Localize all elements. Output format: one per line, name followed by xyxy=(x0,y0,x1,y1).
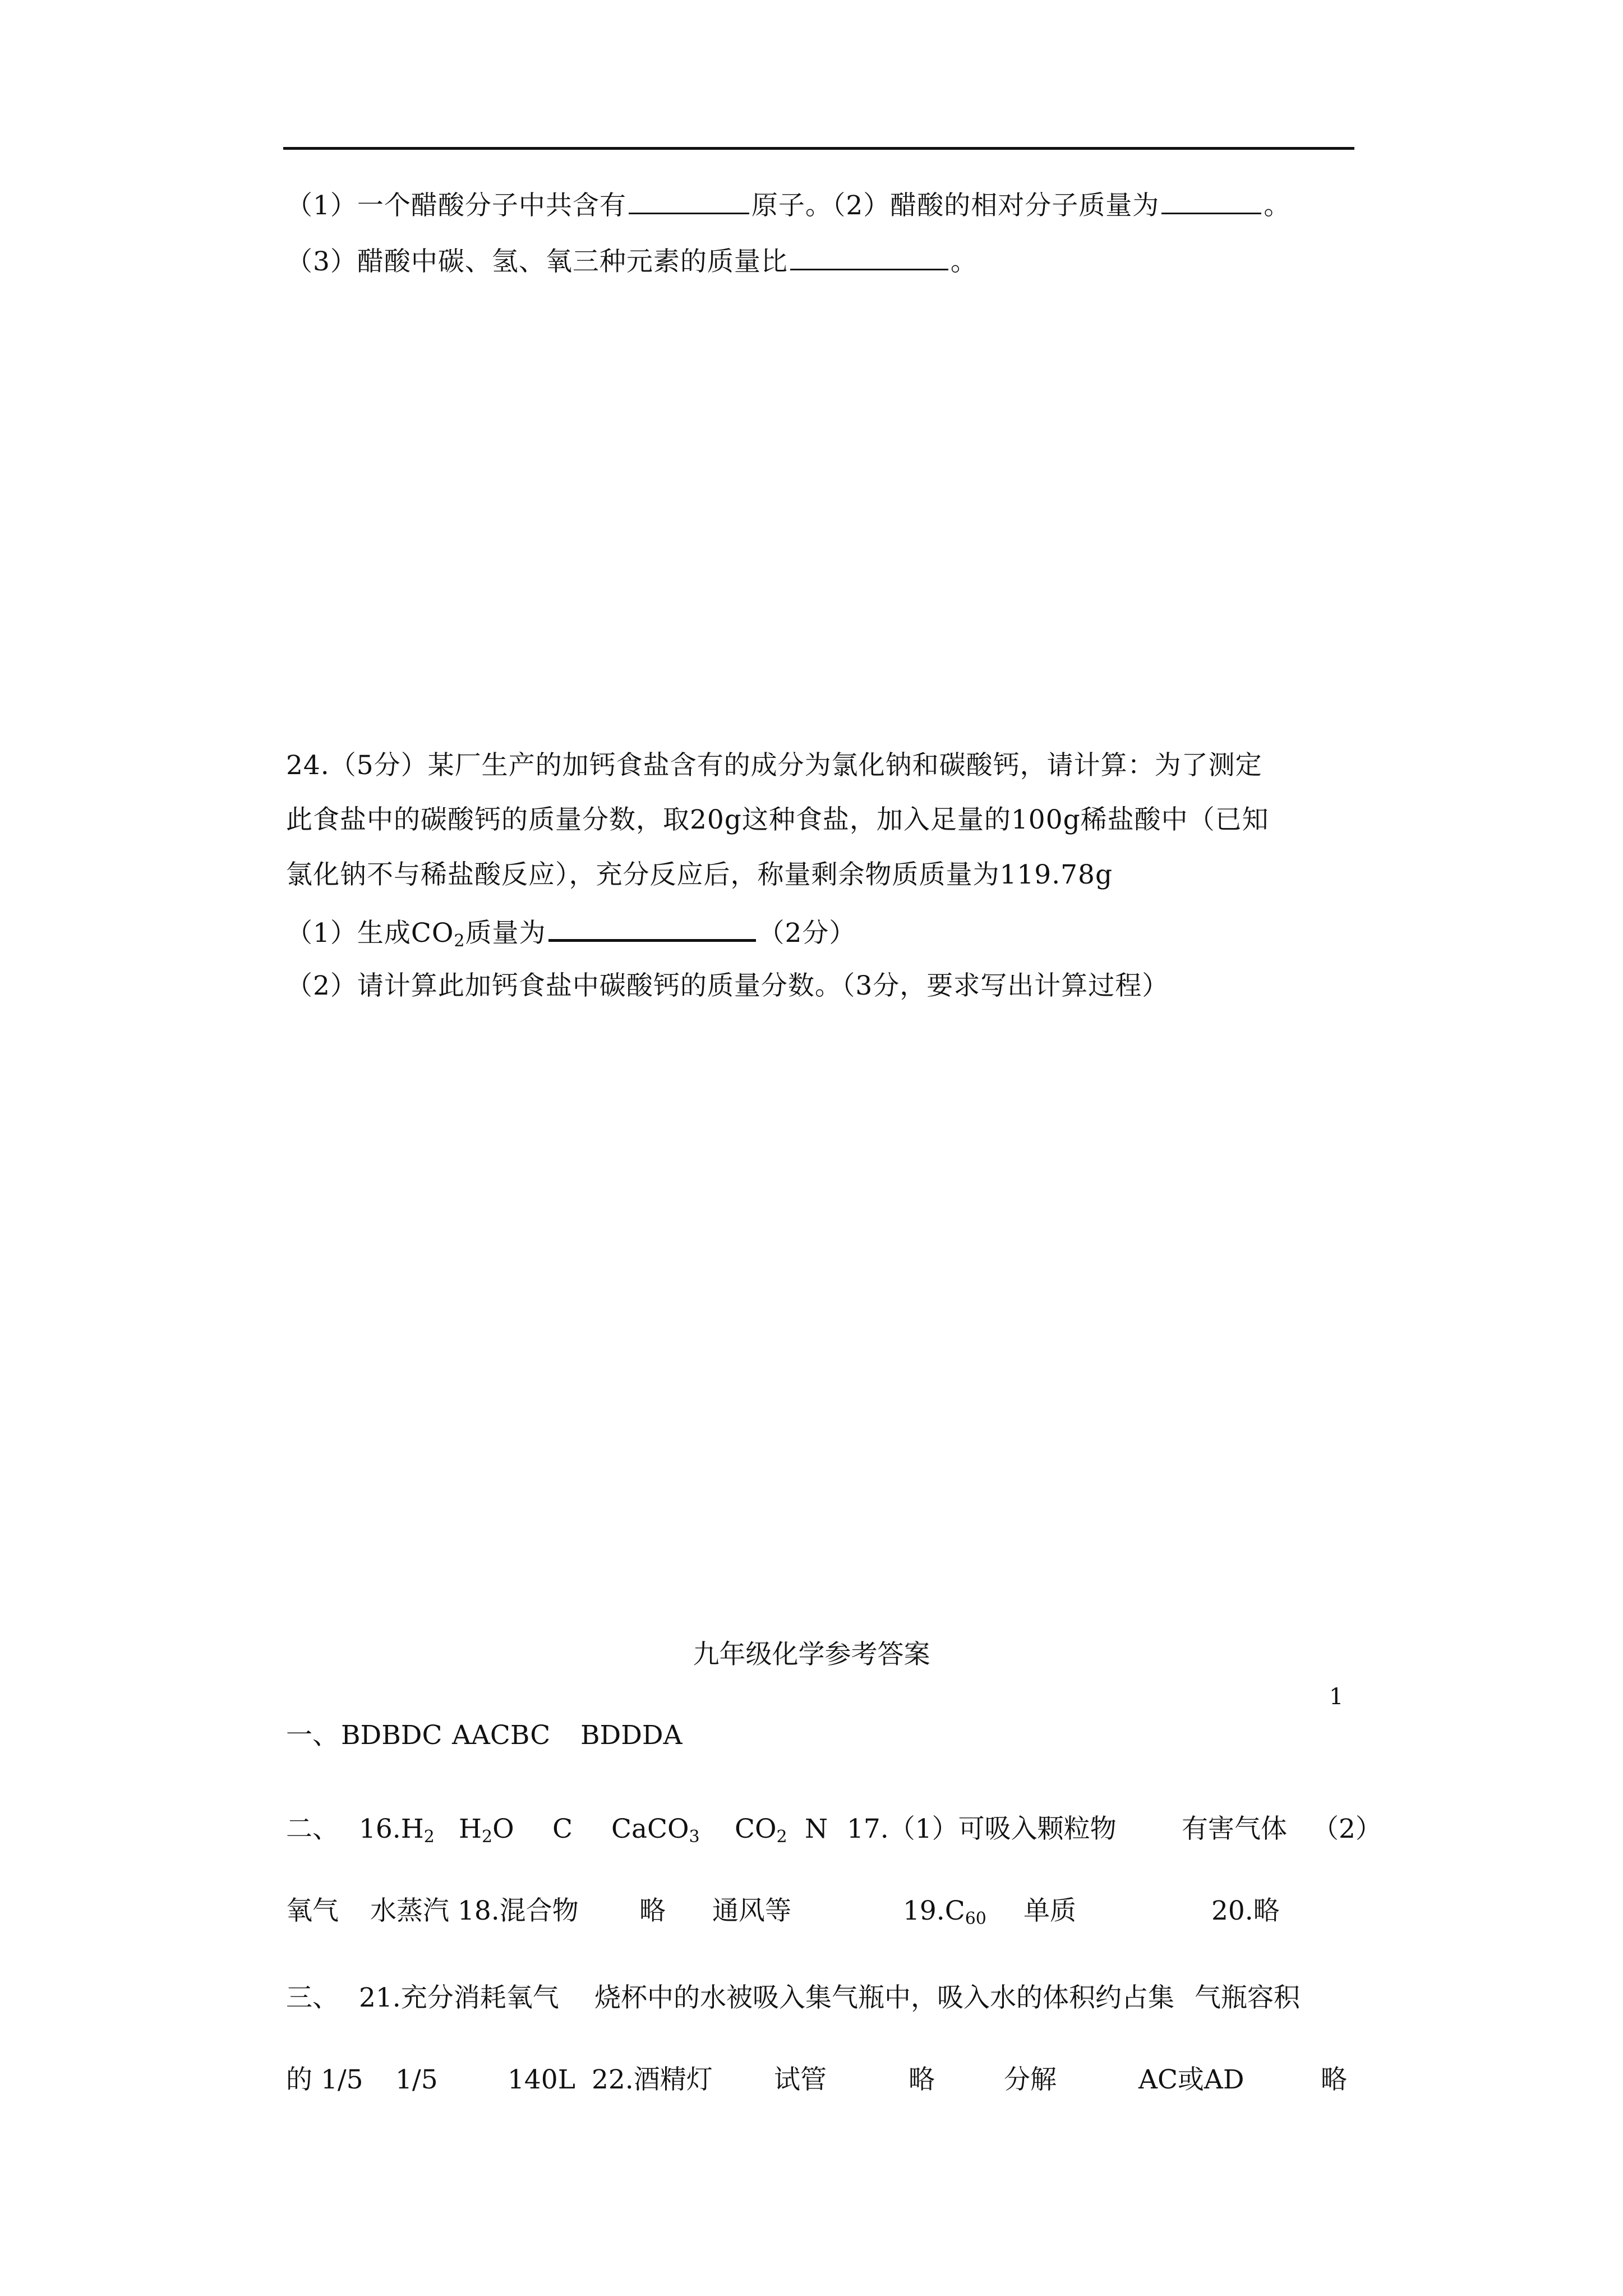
answer-key-title: 九年级化学参考答案 xyxy=(693,1639,930,1670)
q23-text: （1）一个醋酸分子中共含有 xyxy=(286,190,626,221)
q23-text: 。 xyxy=(950,246,978,277)
answer-text: 略 xyxy=(1321,2064,1347,2095)
section-label: 三、 xyxy=(286,1982,339,2013)
subscript: 3 xyxy=(689,1827,700,1847)
formula-text: 19.C xyxy=(903,1895,965,1926)
page-number: 1 xyxy=(1329,1684,1344,1710)
formula xyxy=(735,1812,787,1846)
section-label: 一、 xyxy=(286,1720,339,1751)
q24-sub-1-text: （1）生成CO xyxy=(286,918,454,949)
formula-text: CaCO xyxy=(611,1814,689,1844)
formula-text: 16.H xyxy=(359,1814,424,1844)
answer-text: 烧杯中的水被吸入集气瓶中，吸入水的体积约占集 xyxy=(594,1982,1174,2013)
header-rule xyxy=(283,147,1354,150)
answer-text: 20.略 xyxy=(1211,1895,1280,1926)
q24-sub-1-score: （2分） xyxy=(758,918,856,949)
answer-group: AACBC xyxy=(452,1720,551,1751)
answer-text: 水蒸汽 18.混合物 xyxy=(370,1895,579,1926)
q24-line-3: 氯化钠不与稀盐酸反应），充分反应后，称量剩余物质质量为119.78g xyxy=(286,859,1113,890)
q24-line-2: 此食盐中的碳酸钙的质量分数，取20g这种食盐，加入足量的100g稀盐酸中（已知 xyxy=(286,804,1269,835)
subscript: 2 xyxy=(454,931,465,951)
formula xyxy=(903,1894,986,1928)
answer-blank[interactable] xyxy=(629,188,749,214)
answer-text: 的 1/5 xyxy=(286,2064,363,2095)
formula-text: O xyxy=(492,1814,514,1844)
answer-text: 有害气体 xyxy=(1182,1814,1287,1844)
answer-group: BDDDA xyxy=(580,1720,683,1751)
formula-text: H xyxy=(459,1814,482,1844)
answer-group: BDBDC xyxy=(341,1720,442,1751)
formula: N xyxy=(805,1814,828,1844)
formula-text: CO xyxy=(735,1814,777,1844)
formula xyxy=(611,1812,700,1846)
subscript: 2 xyxy=(423,1827,435,1847)
answer-text: 140L xyxy=(508,2064,575,2095)
answer-text: AC或AD xyxy=(1138,2064,1244,2095)
q23-text: 原子。（2）醋酸的相对分子质量为 xyxy=(751,190,1160,221)
subscript: 60 xyxy=(965,1909,986,1929)
answer-text: （2） xyxy=(1312,1814,1382,1844)
subscript: 2 xyxy=(482,1827,493,1847)
q23-line-1 xyxy=(286,188,1290,223)
answer-blank[interactable] xyxy=(1161,188,1261,214)
q23-text: （3）醋酸中碳、氢、氧三种元素的质量比 xyxy=(286,246,788,277)
answer-text: 21.充分消耗氧气 xyxy=(359,1982,559,2013)
formula: C xyxy=(552,1814,573,1844)
answer-text: 分解 xyxy=(1004,2064,1057,2095)
q23-text: 。 xyxy=(1264,190,1291,221)
answer-text: 通风等 xyxy=(712,1895,791,1926)
subscript: 2 xyxy=(776,1827,787,1847)
q23-line-2 xyxy=(286,244,978,279)
answer-text: 试管 xyxy=(774,2064,827,2095)
q24-sub-1-text: 质量为 xyxy=(465,918,546,949)
answer-blank[interactable] xyxy=(790,244,948,270)
answer-blank[interactable] xyxy=(548,914,756,942)
answer-text: 略 xyxy=(909,2064,935,2095)
q24-line-1: 24.（5分）某厂生产的加钙食盐含有的成分为氯化钠和碳酸钙，请计算：为了测定 xyxy=(286,750,1262,781)
answer-text: 氧气 xyxy=(286,1895,339,1926)
answer-text: 1/5 xyxy=(395,2064,438,2095)
q24-sub-1 xyxy=(286,914,856,950)
answer-text: 单质 xyxy=(1023,1895,1076,1926)
answer-text: 22.酒精灯 xyxy=(592,2064,713,2095)
formula xyxy=(459,1812,514,1846)
answer-text: 17.（1）可吸入颗粒物 xyxy=(847,1814,1117,1844)
q24-sub-2: （2）请计算此加钙食盐中碳酸钙的质量分数。（3分，要求写出计算过程） xyxy=(286,970,1169,1001)
formula xyxy=(359,1812,435,1846)
answer-text: 气瓶容积 xyxy=(1195,1982,1300,2013)
section-label: 二、 xyxy=(286,1814,339,1844)
answer-text: 略 xyxy=(639,1895,666,1926)
